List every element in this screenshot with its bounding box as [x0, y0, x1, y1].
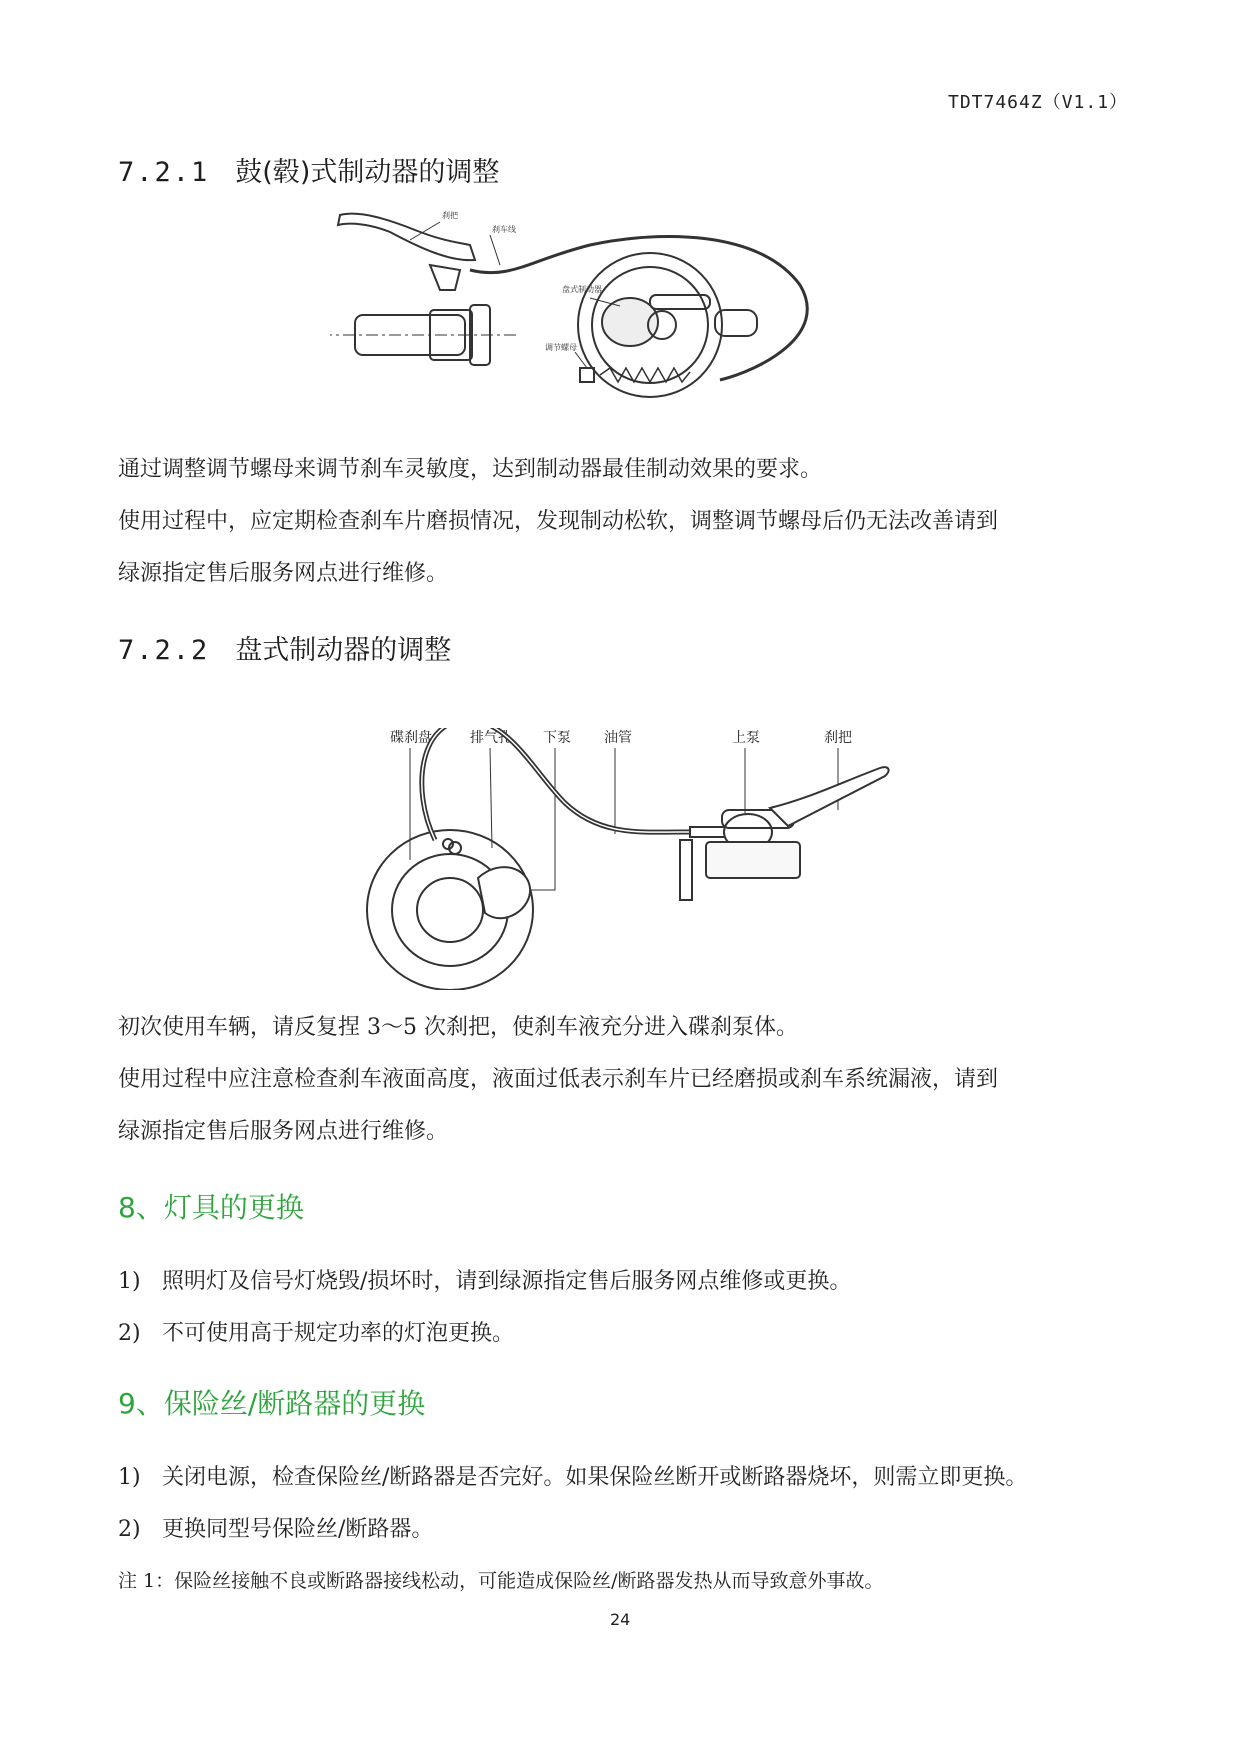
- label-upper-pump: 上泵: [732, 730, 760, 746]
- label-lever: 刹把: [824, 730, 852, 746]
- list-item-text: 更换同型号保险丝/断路器。: [162, 1517, 434, 1542]
- list-item: [118, 1460, 1027, 1491]
- list-item-text: 照明灯及信号灯烧毁/损坏时，请到绿源指定售后服务网点维修或更换。: [162, 1269, 852, 1294]
- document-id: TDT7464Z（V1.1）: [948, 92, 1129, 113]
- brake-disc-hub: [417, 878, 483, 942]
- label-nut: 调节螺母: [545, 343, 577, 352]
- oil-pipe-inner: [422, 728, 726, 840]
- label-drum: 盘式制动器: [562, 285, 602, 294]
- paragraph-line: 绿源指定售后服务网点进行维修。: [118, 561, 449, 586]
- list-item: [118, 1264, 851, 1295]
- lever-pivot: [430, 265, 460, 290]
- list-marker: 2): [118, 1321, 141, 1346]
- label-vent-hole: 排气孔: [470, 730, 512, 746]
- section-7-2-1-heading: [118, 150, 499, 189]
- label-cable: 刹车线: [492, 225, 516, 234]
- section-7-2-1-body: [118, 444, 998, 600]
- paragraph-line: 使用过程中应注意检查刹车液面高度，液面过低表示刹车片已经磨损或刹车系统漏液，请到: [118, 1067, 999, 1092]
- list-marker: 1): [118, 1465, 141, 1490]
- list-marker: 1): [118, 1269, 141, 1294]
- label-lever: 刹把: [442, 211, 458, 220]
- drum-brake-diagram: [330, 210, 910, 440]
- section-number: 7.2.1: [118, 157, 210, 188]
- leader-line-vent: [490, 748, 492, 848]
- leader-line-cable: [490, 235, 500, 265]
- footnote: 注 1：保险丝接触不良或断路器接线松动，可能造成保险丝/断路器发热从而导致意外事故。: [118, 1570, 884, 1592]
- disc-brake-lever: [770, 767, 889, 826]
- paragraph-line: 通过调整调节螺母来调节刹车灵敏度，达到制动器最佳制动效果的要求。: [118, 457, 823, 482]
- handlebar-grip: [706, 842, 800, 878]
- section-7-2-2-heading: [118, 628, 451, 667]
- section-title: 鼓(毂)式制动器的调整: [235, 157, 500, 188]
- list-item-text: 不可使用高于规定功率的灯泡更换。: [162, 1321, 515, 1346]
- label-oil-pipe: 油管: [604, 730, 632, 746]
- section-7-2-2-body: [118, 1002, 998, 1158]
- disc-brake-diagram: [360, 728, 920, 990]
- pipe-fitting: [690, 827, 726, 837]
- list-marker: 2): [118, 1517, 141, 1542]
- paragraph-line: 使用过程中，应定期检查刹车片磨损情况，发现制动松软，调整调节螺母后仍无法改善请到: [118, 509, 999, 534]
- page-number: 24: [610, 1610, 631, 1629]
- list-item: [118, 1316, 514, 1347]
- leader-line-lower-pump: [510, 748, 555, 890]
- lever-mount: [680, 840, 692, 900]
- brake-lever: [338, 214, 475, 261]
- label-disc: 碟刹盘: [390, 730, 432, 746]
- paragraph-line: 绿源指定售后服务网点进行维修。: [118, 1119, 449, 1144]
- adjusting-nut-shape: [580, 368, 594, 382]
- label-lower-pump: 下泵: [543, 730, 571, 746]
- list-item-text: 关闭电源，检查保险丝/断路器是否完好。如果保险丝断开或断路器烧坏，则需立即更换。: [162, 1465, 1028, 1490]
- section-title: 盘式制动器的调整: [235, 635, 452, 666]
- section-9-heading: 9、保险丝/断路器的更换: [118, 1387, 426, 1420]
- brake-caliper: [478, 867, 530, 918]
- oil-pipe: [422, 728, 726, 840]
- section-number: 7.2.2: [118, 635, 210, 666]
- section-8-heading: 8、灯具的更换: [118, 1191, 304, 1224]
- list-item: [118, 1512, 433, 1543]
- paragraph-line: 初次使用车辆，请反复捏 3～5 次刹把，使刹车液充分进入碟刹泵体。: [118, 1015, 798, 1040]
